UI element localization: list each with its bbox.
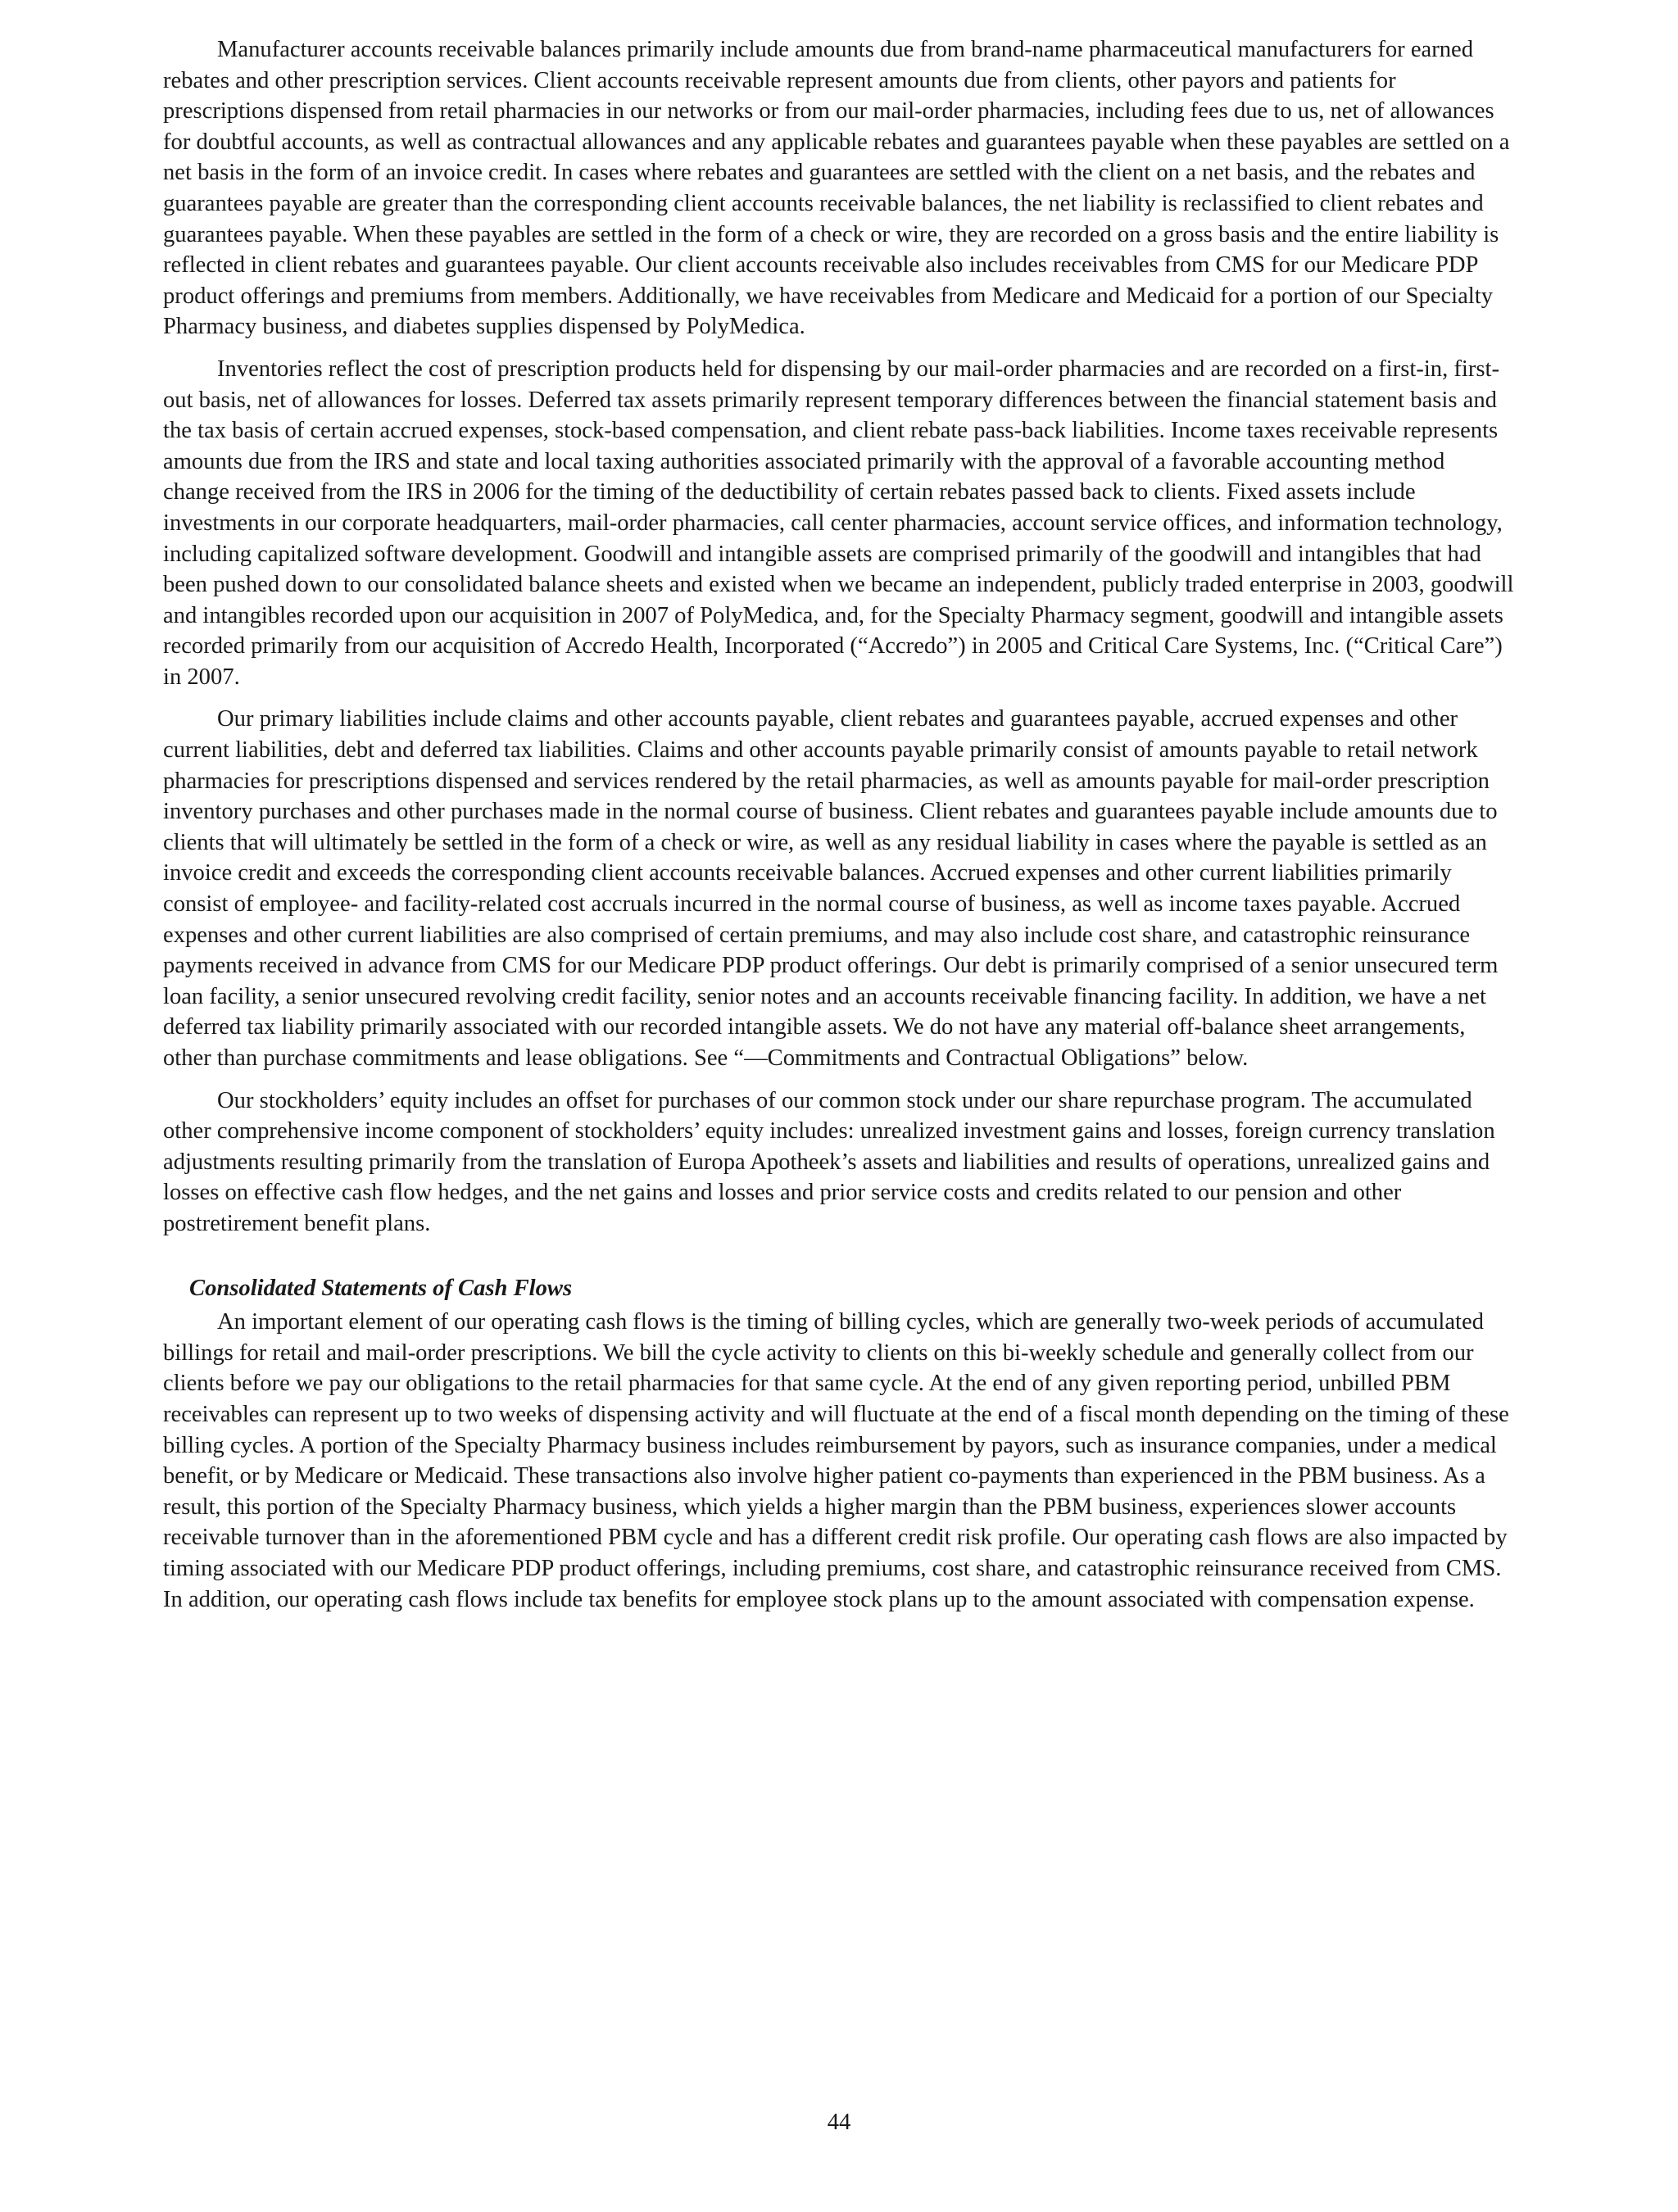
paragraph-accounts-receivable: Manufacturer accounts receivable balances primarily include amounts due from brand-name pharmaceutical manufacturers for earned rebates and other prescription services. Client accounts receivable represent amounts due from clients, other payors and patients for prescriptions dispensed from retail pharmacies in our networks or from our mail-order pharmacies, including fees due to us, net of allowances for doubtful accounts, as well as contractual allowances and any applicable rebates and guarantees payable when these payables are settled on a net basis in the form of an invoice credit. In cases where rebates and guarantees are settled with the client on a net basis, and the rebates and guarantees payable are greater than the corresponding client accounts receivable balances, the net liability is reclassified to client rebates and guarantees payable. When these payables are settled in the form of a check or wire, they are recorded on a gross basis and the entire liability is reflected in client rebates and guarantees payable. Our client accounts receivable also includes receivables from CMS for our Medicare PDP product offerings and premiums from members. Additionally, we have receivables from Medicare and Medicaid for a portion of our Specialty Pharmacy business, and diabetes supplies dispensed by PolyMedica. xyxy=(163,37,1510,340)
paragraph-liabilities: Our primary liabilities include claims and other accounts payable, client rebates and guarantees payable, accrued expenses and other current liabilities, debt and deferred tax liabilities. Claims and other accounts payable primarily consist of amounts payable to retail network pharmacies for prescriptions dispensed and services rendered by the retail pharmacies, as well as amounts payable for mail-order prescription inventory purchases and other purchases made in the normal course of business. Client rebates and guarantees payable include amounts due to clients that will ultimately be settled in the form of a check or wire, as well as any residual liability in cases where the payable is settled as an invoice credit and exceeds the corresponding client accounts receivable balances. Accrued expenses and other current liabilities primarily consist of employee- and facility-related cost accruals incurred in the normal course of business, as well as income taxes payable. Accrued expenses and other current liabilities are also comprised of certain premiums, and may also include cost share, and catastrophic reinsurance payments received in advance from CMS for our Medicare PDP product offerings. Our debt is primarily comprised of a senior unsecured term loan facility, a senior unsecured revolving credit facility, senior notes and an accounts receivable financing facility. In addition, we have a net deferred tax liability primarily associated with our recorded intangible assets. We do not have any material off-balance sheet arrangements, other than purchase commitments and lease obligations. See “—Commitments and Contractual Obligations” below. xyxy=(163,706,1499,1071)
paragraph-operating-cash-flows: An important element of our operating cash flows is the timing of billing cycles, which are generally two-week periods of accumulated billings for retail and mail-order prescriptions. We bill the cycle activity to clients on this bi-weekly schedule and generally collect from our clients before we pay our obligations to the retail pharmacies for that same cycle. At the end of any given reporting period, unbilled PBM receivables can represent up to two weeks of dispensing activity and will fluctuate at the end of a fiscal month depending on the timing of these billing cycles. A portion of the Specialty Pharmacy business includes reimbursement by payors, such as insurance companies, under a medical benefit, or by Medicare or Medicaid. These transactions also involve higher patient co-payments than experienced in the PBM business. As a result, this portion of the Specialty Pharmacy business, which yields a higher margin than the PBM business, experiences slower accounts receivable turnover than in the aforementioned PBM cycle and has a different credit risk profile. Our operating cash flows are also impacted by timing associated with our Medicare PDP product offerings, including premiums, cost share, and catastrophic reinsurance received from CMS. In addition, our operating cash flows include tax benefits for employee stock plans up to the amount associated with compensation expense. xyxy=(163,1309,1509,1612)
page-number: 44 xyxy=(827,2110,851,2135)
document-body xyxy=(163,34,1515,1626)
paragraph-stockholders-equity: Our stockholders’ equity includes an offset for purchases of our common stock under our share repurchase program. The accumulated other comprehensive income component of stockholders’ equity includes: unrealized investment gains and losses, foreign currency translation adjustments resulting primarily from the translation of Europa Apotheek’s assets and liabilities and results of operations, unrealized gains and losses on effective cash flow hedges, and the net gains and losses and prior service costs and credits related to our pension and other postretirement benefit plans. xyxy=(163,1087,1495,1236)
paragraph-inventories-assets: Inventories reflect the cost of prescription products held for dispensing by our mail-order pharmacies and are recorded on a first-in, first-out basis, net of allowances for losses. Deferred tax assets primarily represent temporary differences between the financial statement basis and the tax basis of certain accrued expenses, stock-based compensation, and client rebate pass-back liabilities. Income taxes receivable represents amounts due from the IRS and state and local taxing authorities associated primarily with the approval of a favorable accounting method change received from the IRS in 2006 for the timing of the deductibility of certain rebates passed back to clients. Fixed assets include investments in our corporate headquarters, mail-order pharmacies, call center pharmacies, account service offices, and information technology, including capitalized software development. Goodwill and intangible assets are comprised primarily of the goodwill and intangibles that had been pushed down to our consolidated balance sheets and existed when we became an independent, publicly traded enterprise in 2003, goodwill and intangibles recorded upon our acquisition in 2007 of PolyMedica, and, for the Specialty Pharmacy segment, goodwill and intangible assets recorded primarily from our acquisition of Accredo Health, Incorporated (“Accredo”) in 2005 and Critical Care Systems, Inc. (“Critical Care”) in 2007. xyxy=(163,356,1514,690)
section-heading-cash-flows: Consolidated Statements of Cash Flows xyxy=(189,1275,573,1301)
